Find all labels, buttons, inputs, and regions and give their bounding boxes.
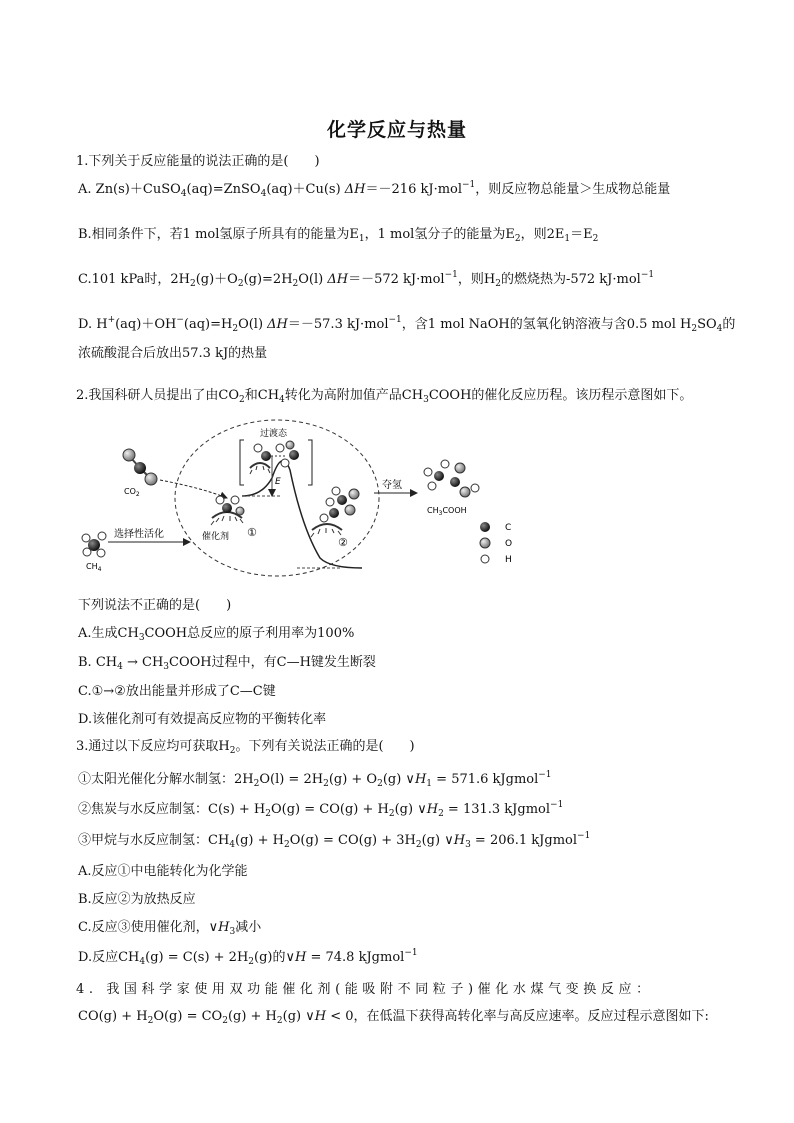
q3-option-b: B.反应②为放热反应	[78, 892, 196, 907]
q3-stem: 3.通过以下反应均可获取$H_2$。下列有关说法正确的是( )	[76, 739, 415, 756]
co2-label: $CO_2$	[124, 487, 140, 498]
q1-option-c: C.101 kPa时，$2H_2(g)+O_2(g)=2H_2O(l)$ ΔH＝－572 kJ·mol$^{-1}$，则$H_2$的燃烧热为-572 kJ·mol$^{-1}$	[78, 270, 655, 289]
atom-legend	[480, 522, 512, 565]
q2-option-c: C.①→②放出能量并形成了C—C键	[78, 684, 276, 699]
q1-stem: 1.下列关于反应能量的说法正确的是( )	[76, 154, 320, 169]
ch3cooh-molecule	[424, 460, 479, 497]
transition-state-label: 过渡态	[260, 429, 288, 439]
q2-option-a: A.生成$CH_3COOH$总反应的原子利用率为100%	[78, 626, 355, 643]
selective-activation-label: 选择性活化	[114, 529, 164, 540]
ch3cooh-label: $CH_3COOH$	[427, 506, 467, 517]
q2-question: 下列说法不正确的是( )	[78, 598, 232, 613]
q3-option-d: D.反应$CH_4(g) = C(s) + 2H_2(g)$的∨H = 74.8 kJgmol$^{-1}$	[78, 948, 418, 967]
svg-text:C: C	[505, 523, 512, 533]
q3-reaction-1: ①太阳光催化分解水制氢：$2H_2O(l) = 2H_2(g) + O_2(g)$ $\vee H_1 = 571.6$ kJgmol$^{-1}$	[78, 770, 552, 789]
q4-stem: 4. 我国科学家使用双功能催化剂(能吸附不同粒子)催化水煤气变换反应：	[76, 982, 654, 997]
step-1-label: ①	[247, 526, 257, 539]
q3-reaction-3: ③甲烷与水反应制氢：$CH_4(g) + H_2O(g) = CO(g) + 3H_2(g)$ $\vee H_3 = 206.1$ kJgmol$^{-1}$	[78, 831, 591, 850]
q1-option-b: B.相同条件下，若1 mol氢原子所具有的能量为$E_1$，1 mol氢分子的能量为$E_2$，则$2E_1=E_2$	[78, 227, 599, 244]
q1-option-a: A. Zn(s)＋CuSO$_4$(aq)=ZnSO$_4$(aq)＋Cu(s) ΔH＝－216 kJ·mol$^{-1}$，则反应物总能量＞生成物总能量	[78, 180, 671, 199]
seize-hydrogen-label: 夺氢	[382, 480, 402, 491]
svg-text:H: H	[505, 555, 512, 565]
q1-option-d: D. $H^+(aq)+OH^-(aq)=H_2O(l)$ ΔH＝－57.3 kJ·mol$^{-1}$，含1 mol NaOH的氢氧化钠溶液与含0.5 mol $H_2SO_4$的	[78, 315, 736, 334]
energy-profile-curve	[242, 461, 362, 568]
co2-arrow	[160, 480, 227, 498]
q3-option-a: A.反应①中电能转化为化学能	[78, 864, 248, 879]
reaction-mechanism-diagram	[72, 418, 512, 583]
q3-reaction-2: ②焦炭与水反应制氢：$C(s) + H_2O(g) = CO(g) + H_2(g)$ $\vee H_2 = 131.3$ kJgmol$^{-1}$	[78, 800, 564, 819]
svg-text:O: O	[505, 539, 512, 549]
q3-option-c: C.反应③使用催化剂，$\vee H_3$减小	[78, 920, 262, 937]
step-2-label: ②	[338, 536, 348, 549]
reaction-region-ellipse	[175, 420, 379, 576]
activation-energy-label: E	[275, 477, 281, 487]
q1-option-d-cont: 浓硫酸混合后放出57.3 kJ的热量	[78, 346, 268, 361]
co2-molecule	[123, 449, 157, 485]
q2-option-b: B. $CH_4$ → $CH_3COOH$过程中，有C—H键发生断裂	[78, 655, 376, 672]
q4-equation: $CO(g) + H_2O(g) = CO_2(g) + H_2(g)$ ∨H < 0，在低温下获得高转化率与高反应速率。反应过程示意图如下:	[78, 1009, 709, 1026]
catalyst-hatch-1	[211, 516, 243, 525]
catalyst-label: 催化剂	[202, 532, 230, 542]
q2-option-d: D.该催化剂可有效提高反应物的平衡转化率	[78, 712, 327, 727]
ch4-label: $CH_4$	[86, 562, 102, 573]
ch4-molecule	[82, 532, 106, 557]
q2-stem: 2.我国科研人员提出了由$CO_2$和$CH_4$转化为高附加值产品$CH_3COOH$的催化反应历程。该历程示意图如下。	[76, 388, 693, 405]
page-title: 化学反应与热量	[326, 119, 467, 141]
